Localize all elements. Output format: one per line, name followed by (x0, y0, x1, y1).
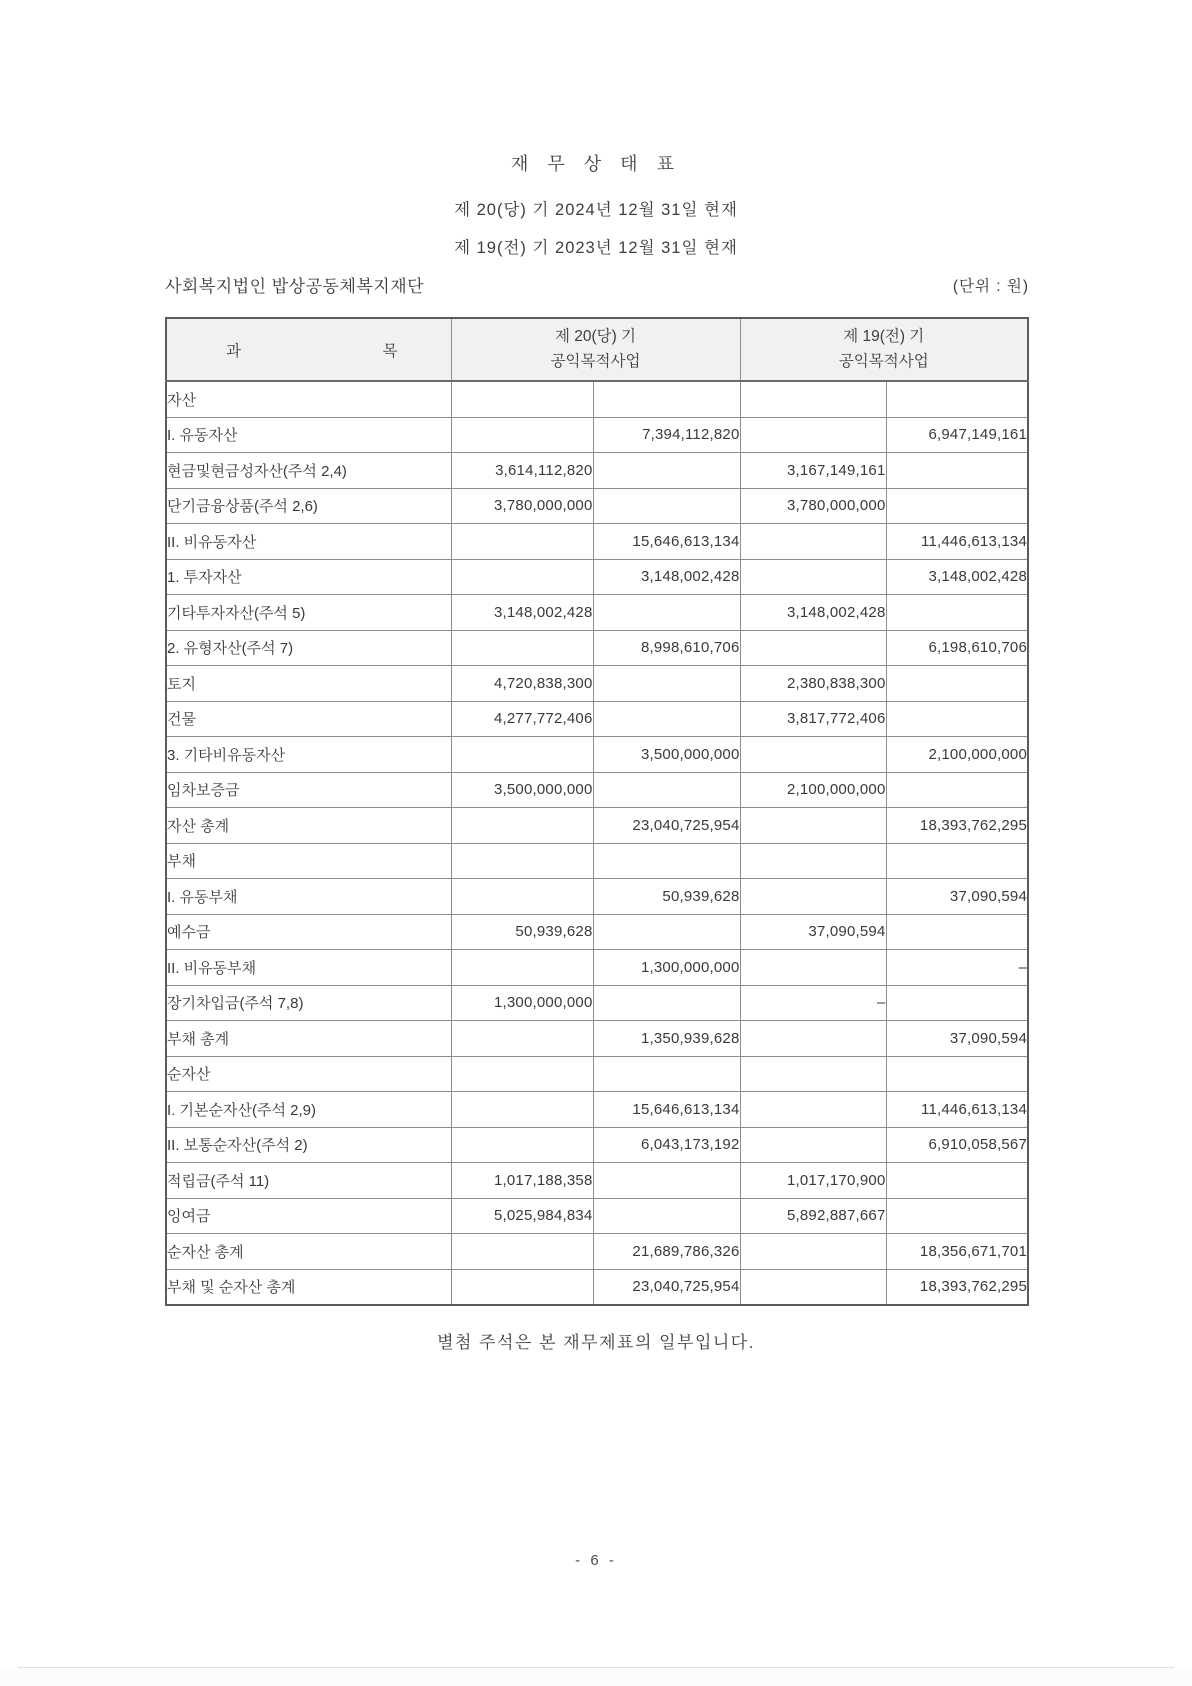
current-total-cell (593, 1163, 740, 1199)
prior-detail-cell: 3,817,772,406 (740, 701, 886, 737)
prior-detail-cell (740, 630, 886, 666)
current-detail-cell: 5,025,984,834 (451, 1198, 593, 1234)
account-label: 자산 총계 (166, 808, 451, 844)
currency-unit-label: (단위 : 원) (952, 278, 1029, 295)
table-row (166, 843, 1028, 879)
prior-detail-cell (740, 1127, 886, 1163)
table-row (166, 595, 1028, 631)
prior-total-cell (886, 914, 1028, 950)
account-label: 순자산 (166, 1056, 451, 1092)
current-total-cell: 15,646,613,134 (593, 524, 740, 560)
current-total-cell (593, 914, 740, 950)
current-period-subtitle: 공익목적사업 (550, 352, 641, 370)
current-total-cell: 3,500,000,000 (593, 737, 740, 773)
account-label: 자산 (166, 381, 451, 417)
prior-total-cell: 6,947,149,161 (886, 417, 1028, 453)
balance-sheet-table-wrapper (165, 317, 1029, 1306)
prior-detail-cell: 2,100,000,000 (740, 772, 886, 808)
prior-total-cell (886, 1163, 1028, 1199)
current-detail-cell (451, 1269, 593, 1305)
account-label: 1. 투자자산 (166, 559, 451, 595)
account-label: 적립금(주석 11) (166, 1163, 451, 1199)
current-detail-cell: 3,614,112,820 (451, 453, 593, 489)
current-total-cell (593, 843, 740, 879)
current-detail-cell: 1,017,188,358 (451, 1163, 593, 1199)
prior-total-cell (886, 1198, 1028, 1234)
current-detail-cell: 4,720,838,300 (451, 666, 593, 702)
account-label: 단기금융상품(주석 2,6) (166, 488, 451, 524)
current-total-cell: 50,939,628 (593, 879, 740, 915)
table-row (166, 772, 1028, 808)
account-label: 순자산 총계 (166, 1234, 451, 1270)
current-detail-cell: 1,300,000,000 (451, 985, 593, 1021)
table-row (166, 1234, 1028, 1270)
current-detail-cell (451, 843, 593, 879)
prior-total-cell: 6,910,058,567 (886, 1127, 1028, 1163)
current-total-cell: 1,300,000,000 (593, 950, 740, 986)
current-period-title: 제 20(당) 기 (554, 328, 637, 346)
current-total-cell (593, 595, 740, 631)
current-detail-cell: 3,780,000,000 (451, 488, 593, 524)
current-total-cell (593, 488, 740, 524)
prior-total-cell: 37,090,594 (886, 1021, 1028, 1057)
current-total-cell (593, 772, 740, 808)
page-number: - 6 - (575, 1552, 617, 1569)
account-label: 부채 총계 (166, 1021, 451, 1057)
prior-total-cell: 2,100,000,000 (886, 737, 1028, 773)
account-header-right: 목 (382, 342, 398, 360)
table-row (166, 453, 1028, 489)
table-row (166, 630, 1028, 666)
current-total-cell (593, 1198, 740, 1234)
current-total-cell (593, 453, 740, 489)
current-total-cell (593, 1056, 740, 1092)
prior-detail-cell (740, 1092, 886, 1128)
account-label: I. 기본순자산(주석 2,9) (166, 1092, 451, 1128)
prior-detail-cell (740, 1056, 886, 1092)
table-row (166, 701, 1028, 737)
table-row (166, 381, 1028, 417)
prior-period-subtitle: 공익목적사업 (838, 352, 929, 370)
prior-detail-cell: 2,380,838,300 (740, 666, 886, 702)
account-header-left: 과 (226, 342, 241, 360)
prior-detail-cell: 1,017,170,900 (740, 1163, 886, 1199)
current-detail-cell (451, 1021, 593, 1057)
current-total-cell (593, 985, 740, 1021)
prior-detail-cell (740, 1021, 886, 1057)
prior-total-cell (886, 381, 1028, 417)
prior-total-cell (886, 843, 1028, 879)
prior-total-cell: 18,393,762,295 (886, 808, 1028, 844)
prior-total-cell: 3,148,002,428 (886, 559, 1028, 595)
table-header-row (166, 318, 1028, 381)
prior-total-cell: 11,446,613,134 (886, 1092, 1028, 1128)
prior-detail-cell: 3,167,149,161 (740, 453, 886, 489)
account-label: 장기차입금(주석 7,8) (166, 985, 451, 1021)
table-row (166, 1127, 1028, 1163)
current-detail-cell (451, 1234, 593, 1270)
prior-total-cell: 6,198,610,706 (886, 630, 1028, 666)
table-row (166, 524, 1028, 560)
current-detail-cell: 3,500,000,000 (451, 772, 593, 808)
table-row (166, 1021, 1028, 1057)
current-detail-cell (451, 1056, 593, 1092)
account-label: 잉여금 (166, 1198, 451, 1234)
prior-period-line: 제 19(전) 기 2023년 12월 31일 현재 (454, 239, 738, 257)
prior-detail-cell (740, 417, 886, 453)
current-total-cell: 23,040,725,954 (593, 1269, 740, 1305)
table-row (166, 1092, 1028, 1128)
prior-total-cell: 18,393,762,295 (886, 1269, 1028, 1305)
account-label: 부채 및 순자산 총계 (166, 1269, 451, 1305)
organization-name: 사회복지법인 밥상공동체복지재단 (165, 277, 425, 296)
account-label: 2. 유형자산(주석 7) (166, 630, 451, 666)
prior-total-cell (886, 595, 1028, 631)
prior-total-cell (886, 772, 1028, 808)
prior-detail-cell (740, 737, 886, 773)
prior-period-column-header (740, 318, 1028, 381)
table-row (166, 417, 1028, 453)
scan-artifact-strip (0, 1668, 1192, 1686)
current-total-cell: 23,040,725,954 (593, 808, 740, 844)
prior-total-cell (886, 701, 1028, 737)
table-row (166, 488, 1028, 524)
prior-detail-cell (740, 1234, 886, 1270)
table-body (166, 381, 1028, 1305)
table-row (166, 1269, 1028, 1305)
prior-detail-cell (740, 524, 886, 560)
current-detail-cell (451, 630, 593, 666)
current-total-cell (593, 381, 740, 417)
current-total-cell: 6,043,173,192 (593, 1127, 740, 1163)
prior-detail-cell: 5,892,887,667 (740, 1198, 886, 1234)
current-total-cell (593, 666, 740, 702)
balance-sheet-table (165, 317, 1029, 1306)
account-label: 임차보증금 (166, 772, 451, 808)
account-label: 예수금 (166, 914, 451, 950)
prior-total-cell (886, 453, 1028, 489)
prior-detail-cell (740, 950, 886, 986)
prior-detail-cell: 37,090,594 (740, 914, 886, 950)
current-detail-cell: 4,277,772,406 (451, 701, 593, 737)
table-row (166, 666, 1028, 702)
prior-total-cell (886, 666, 1028, 702)
current-detail-cell (451, 950, 593, 986)
prior-total-cell: 37,090,594 (886, 879, 1028, 915)
current-detail-cell (451, 1127, 593, 1163)
account-label: 기타투자자산(주석 5) (166, 595, 451, 631)
prior-total-cell: 11,446,613,134 (886, 524, 1028, 560)
prior-detail-cell: 3,148,002,428 (740, 595, 886, 631)
account-label: II. 비유동부채 (166, 950, 451, 986)
table-row (166, 914, 1028, 950)
prior-detail-cell: 3,780,000,000 (740, 488, 886, 524)
prior-detail-cell (740, 808, 886, 844)
account-label: 부채 (166, 843, 451, 879)
account-label: 3. 기타비유동자산 (166, 737, 451, 773)
account-label: I. 유동부채 (166, 879, 451, 915)
account-label: II. 비유동자산 (166, 524, 451, 560)
account-label: 토지 (166, 666, 451, 702)
current-total-cell: 7,394,112,820 (593, 417, 740, 453)
account-label: I. 유동자산 (166, 417, 451, 453)
prior-total-cell (886, 488, 1028, 524)
current-total-cell: 1,350,939,628 (593, 1021, 740, 1057)
current-detail-cell (451, 1092, 593, 1128)
current-detail-cell (451, 381, 593, 417)
table-row (166, 737, 1028, 773)
current-detail-cell (451, 879, 593, 915)
prior-detail-cell (740, 843, 886, 879)
table-row (166, 1163, 1028, 1199)
prior-detail-cell: – (740, 985, 886, 1021)
prior-total-cell: 18,356,671,701 (886, 1234, 1028, 1270)
account-label: 건물 (166, 701, 451, 737)
account-column-header (166, 318, 451, 381)
prior-total-cell: – (886, 950, 1028, 986)
current-total-cell: 8,998,610,706 (593, 630, 740, 666)
prior-period-title: 제 19(전) 기 (843, 328, 925, 346)
document-title: 재 무 상 태 표 (511, 154, 681, 174)
current-period-column-header (451, 318, 740, 381)
table-row (166, 1056, 1028, 1092)
current-total-cell: 3,148,002,428 (593, 559, 740, 595)
current-detail-cell (451, 737, 593, 773)
account-label: 현금및현금성자산(주석 2,4) (166, 453, 451, 489)
prior-detail-cell (740, 879, 886, 915)
table-row (166, 985, 1028, 1021)
current-detail-cell: 3,148,002,428 (451, 595, 593, 631)
current-detail-cell: 50,939,628 (451, 914, 593, 950)
current-total-cell: 15,646,613,134 (593, 1092, 740, 1128)
current-detail-cell (451, 524, 593, 560)
footnote-text: 별첨 주석은 본 재무제표의 일부입니다. (437, 1333, 755, 1352)
account-label: II. 보통순자산(주석 2) (166, 1127, 451, 1163)
current-detail-cell (451, 559, 593, 595)
table-row (166, 808, 1028, 844)
table-row (166, 879, 1028, 915)
table-row (166, 559, 1028, 595)
prior-detail-cell (740, 381, 886, 417)
prior-detail-cell (740, 559, 886, 595)
prior-detail-cell (740, 1269, 886, 1305)
current-detail-cell (451, 417, 593, 453)
current-total-cell: 21,689,786,326 (593, 1234, 740, 1270)
prior-total-cell (886, 985, 1028, 1021)
prior-total-cell (886, 1056, 1028, 1092)
current-total-cell (593, 701, 740, 737)
table-row (166, 1198, 1028, 1234)
current-period-line: 제 20(당) 기 2024년 12월 31일 현재 (454, 201, 738, 219)
table-row (166, 950, 1028, 986)
current-detail-cell (451, 808, 593, 844)
